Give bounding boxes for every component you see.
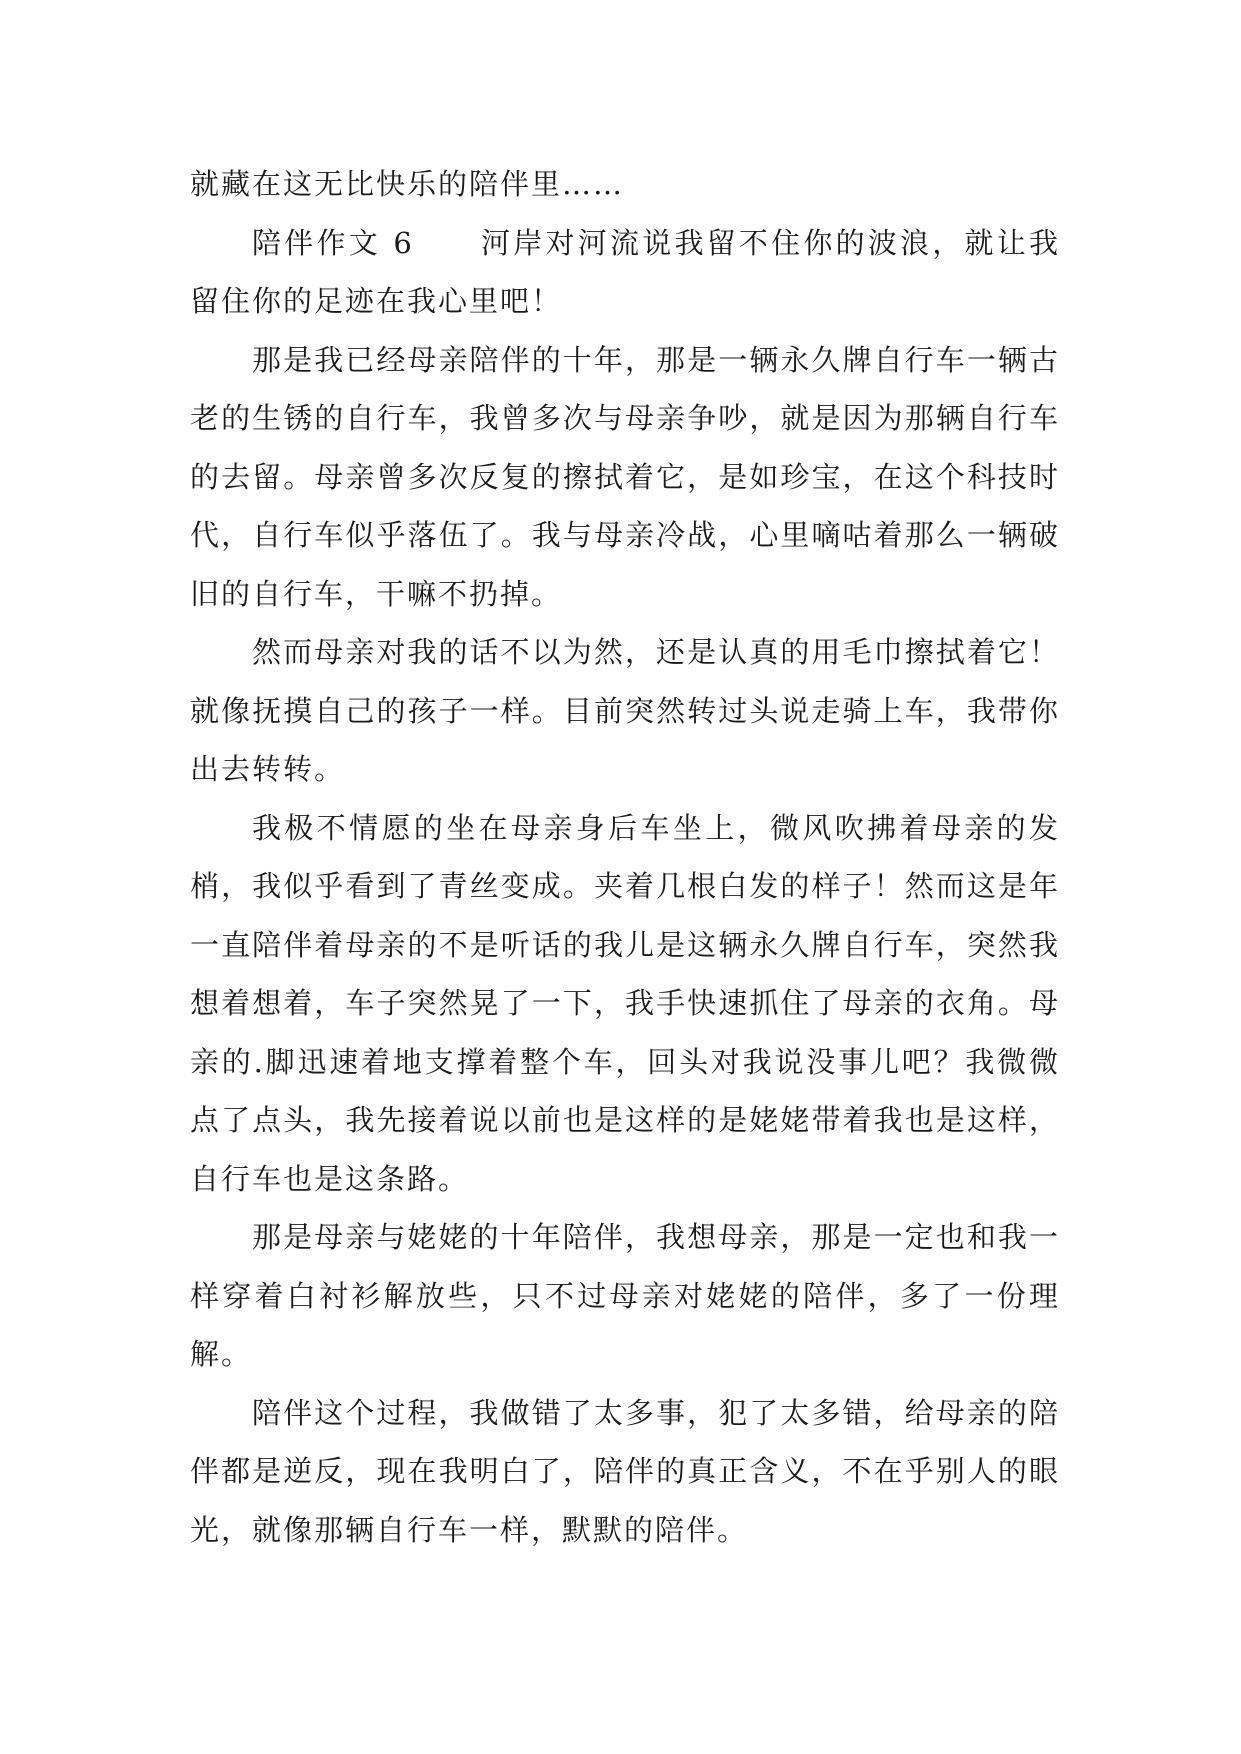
- paragraph-5: 我极不情愿的坐在母亲身后车坐上，微风吹拂着母亲的发梢，我似乎看到了青丝变成。夹着几根白发的样子！然而这是年一直陪伴着母亲的不是听话的我儿是这辆永久牌自行车，突然我想着想着，车子突然晃了一下，我手快速抓住了母亲的衣角。母亲的.脚迅速着地支撑着整个车，回头对我说没事儿吧？我微微点了点头，我先接着说以前也是这样的是姥姥带着我也是这样，自行车也是这条路。: [190, 810, 1060, 1196]
- paragraph-2: [190, 214, 1060, 331]
- essay-body: [190, 155, 1060, 1559]
- paragraph-7: 陪伴这个过程，我做错了太多事，犯了太多错，给母亲的陪伴都是逆反，现在我明白了，陪伴的真正含义，不在乎别人的眼光，就像那辆自行车一样，默默的陪伴。: [190, 1395, 1060, 1547]
- paragraph-1: 就藏在这无比快乐的陪伴里……: [190, 167, 625, 201]
- paragraph-4: 然而母亲对我的话不以为然，还是认真的用毛巾擦拭着它！就像抚摸自己的孩子一样。目前突然转过头说走骑上车，我带你出去转转。: [190, 635, 1060, 786]
- paragraph-6: 那是母亲与姥姥的十年陪伴，我想母亲，那是一定也和我一样穿着白衬衫解放些，只不过母亲对姥姥的陪伴，多了一份理解。: [190, 1220, 1060, 1371]
- paragraph-2-text: 河岸对河流说我留不住你的波浪，就让我留住你的足迹在我心里吧！: [190, 225, 1060, 318]
- paragraph-3: 那是我已经母亲陪伴的十年，那是一辆永久牌自行车一辆古老的生锈的自行车，我曾多次与母亲争吵，就是因为那辆自行车的去留。母亲曾多次反复的擦拭着它，是如珍宝，在这个科技时代，自行车似乎落伍了。我与母亲冷战，心里嘀咕着那么一辆破旧的自行车，干嘛不扔掉。: [190, 342, 1060, 611]
- essay-heading: 陪伴作文 6: [252, 225, 414, 260]
